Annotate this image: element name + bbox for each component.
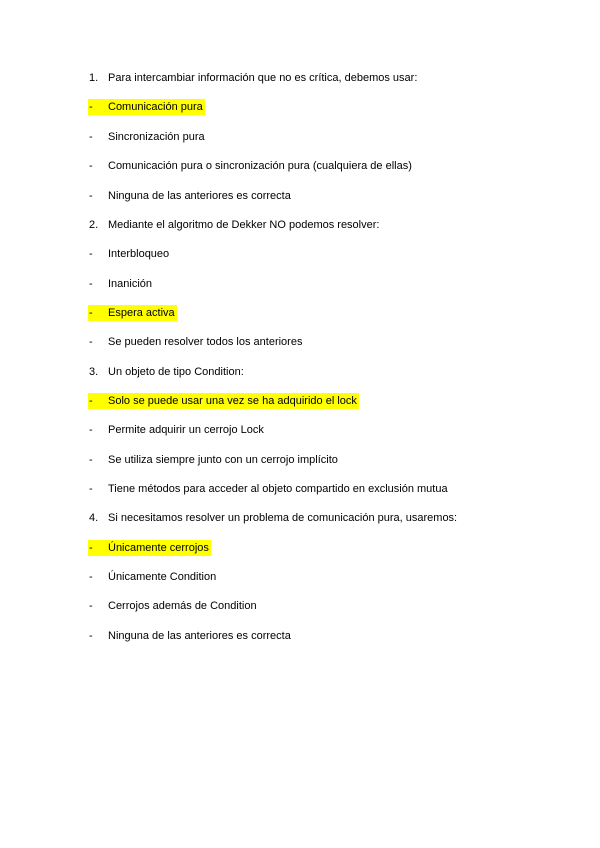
option-text: Espera activa xyxy=(108,307,175,319)
option-dash: - xyxy=(89,278,93,290)
question-number: 4. xyxy=(89,512,99,524)
option-text: Comunicación pura xyxy=(108,101,203,113)
option-1b xyxy=(0,129,600,145)
question-1 xyxy=(0,70,600,86)
option-dash: - xyxy=(89,483,93,495)
highlighted-answer xyxy=(88,540,211,556)
option-dash: - xyxy=(89,600,93,612)
option-4d xyxy=(0,628,600,644)
option-dash: - xyxy=(89,454,93,466)
option-1c xyxy=(0,158,600,174)
option-text: Se pueden resolver todos los anteriores xyxy=(108,336,303,348)
option-text: Permite adquirir un cerrojo Lock xyxy=(108,424,264,436)
option-dash: - xyxy=(89,336,93,348)
option-text: Únicamente Condition xyxy=(108,571,217,583)
option-text: Únicamente cerrojos xyxy=(108,542,209,554)
option-text: Se utiliza siempre junto con un cerrojo implícito xyxy=(108,454,338,466)
option-2b xyxy=(0,276,600,292)
option-dash: - xyxy=(89,542,93,554)
question-number: 1. xyxy=(89,72,99,84)
highlighted-answer xyxy=(88,305,177,321)
option-text: Inanición xyxy=(108,278,153,290)
highlighted-answer xyxy=(88,99,205,115)
option-dash: - xyxy=(89,248,93,260)
option-3a xyxy=(0,393,600,409)
question-number: 3. xyxy=(89,366,99,378)
question-text: Para intercambiar información que no es crítica, debemos usar: xyxy=(108,72,418,84)
option-2c xyxy=(0,305,600,321)
option-1a xyxy=(0,99,600,115)
highlighted-answer xyxy=(88,393,359,409)
option-text: Sincronización pura xyxy=(108,131,205,143)
option-dash: - xyxy=(89,630,93,642)
option-4b xyxy=(0,569,600,585)
option-dash: - xyxy=(89,571,93,583)
option-3b xyxy=(0,422,600,438)
option-text: Ninguna de las anteriores es correcta xyxy=(108,630,291,642)
question-text: Un objeto de tipo Condition: xyxy=(108,366,244,378)
question-text: Si necesitamos resolver un problema de comunicación pura, usaremos: xyxy=(108,512,458,524)
option-text: Ninguna de las anteriores es correcta xyxy=(108,190,291,202)
option-text: Cerrojos además de Condition xyxy=(108,600,257,612)
option-2d xyxy=(0,334,600,350)
option-1d xyxy=(0,188,600,204)
option-4a xyxy=(0,540,600,556)
question-2 xyxy=(0,217,600,233)
question-number: 2. xyxy=(89,219,99,231)
option-dash: - xyxy=(89,424,93,436)
option-text: Tiene métodos para acceder al objeto compartido en exclusión mutua xyxy=(108,483,448,495)
option-dash: - xyxy=(89,131,93,143)
option-dash: - xyxy=(89,101,93,113)
option-2a xyxy=(0,246,600,262)
option-3d xyxy=(0,481,600,497)
option-3c xyxy=(0,452,600,468)
option-dash: - xyxy=(89,307,93,319)
option-4c xyxy=(0,598,600,614)
option-text: Interbloqueo xyxy=(108,248,170,260)
option-text: Solo se puede usar una vez se ha adquirido el lock xyxy=(108,395,357,407)
option-dash: - xyxy=(89,190,93,202)
option-dash: - xyxy=(89,395,93,407)
option-dash: - xyxy=(89,160,93,172)
question-4 xyxy=(0,510,600,526)
question-3 xyxy=(0,364,600,380)
option-text: Comunicación pura o sincronización pura (cualquiera de ellas) xyxy=(108,160,412,172)
question-text: Mediante el algoritmo de Dekker NO podemos resolver: xyxy=(108,219,380,231)
